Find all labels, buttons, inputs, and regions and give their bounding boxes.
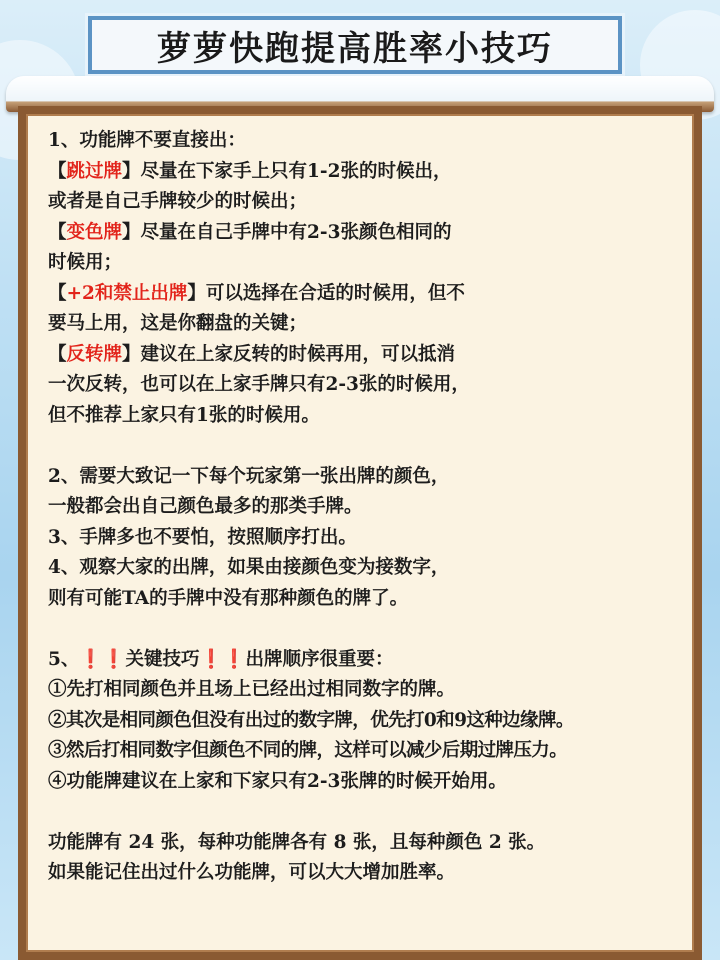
tip-text-cont: 要马上用，这是你翻盘的关键； bbox=[48, 313, 308, 334]
section2-line: 2、需要大致记一下每个玩家第一张出牌的颜色， bbox=[48, 465, 450, 487]
section4-line: 4、观察大家的出牌，如果由接颜色变为接数字， bbox=[48, 557, 450, 578]
footer-line: 如果能记住出过什么功能牌，可以大大增加胜率。 bbox=[48, 862, 456, 883]
section4-line: 则有可能TA的手牌中没有那种颜色的牌了。 bbox=[48, 587, 409, 609]
skip-card-tip bbox=[48, 157, 688, 188]
bracket-close: 】 bbox=[187, 282, 206, 304]
bracket-open: 【 bbox=[48, 221, 67, 243]
section5-heading bbox=[48, 645, 688, 676]
bracket-open: 【 bbox=[48, 160, 67, 182]
reverse-card-label: 反转牌 bbox=[66, 343, 123, 365]
section5-prefix: 5、 bbox=[48, 648, 80, 670]
key-tip-item: ③然后打相同数字但颜色不同的牌，这样可以减少后期过牌压力。 bbox=[48, 740, 568, 761]
bracket-open: 【 bbox=[48, 343, 67, 365]
bracket-open: 【 bbox=[48, 282, 67, 304]
bracket-close: 】 bbox=[122, 160, 141, 182]
tip-text-cont: 一次反转，也可以在上家手牌只有2-3张的时候用， bbox=[48, 374, 470, 395]
tip-text-cont: 或者是自己手牌较少的时候出； bbox=[48, 191, 308, 212]
key-tip-item: ④功能牌建议在上家和下家只有2-3张牌的时候开始用。 bbox=[48, 770, 507, 792]
spacer bbox=[48, 431, 688, 462]
bracket-close: 】 bbox=[122, 221, 141, 243]
tip-text-cont: 但不推荐上家只有1张的时候用。 bbox=[48, 404, 320, 426]
tip-text: 尽量在自己手牌中有2-3张颜色相同的 bbox=[140, 221, 452, 243]
exclamation-icon: ❗❗ bbox=[79, 648, 126, 670]
section1-heading: 1、功能牌不要直接出： bbox=[48, 130, 246, 151]
reverse-card-tip bbox=[48, 340, 688, 371]
spacer bbox=[48, 614, 688, 645]
section5-title: 关键技巧 bbox=[125, 648, 200, 670]
skip-card-label: 跳过牌 bbox=[66, 160, 123, 182]
draw2-skip-tip bbox=[48, 279, 688, 310]
bracket-close: 】 bbox=[122, 343, 141, 365]
page-title: 萝萝快跑提高胜率小技巧 bbox=[157, 28, 553, 69]
draw2-skip-label: +2和禁止出牌 bbox=[66, 282, 188, 304]
footer-line: 功能牌有 24 张，每种功能牌各有 8 张，且每种颜色 2 张。 bbox=[48, 831, 546, 853]
tip-text: 尽量在下家手上只有1-2张的时候出， bbox=[140, 160, 452, 182]
key-tip-item: ②其次是相同颜色但没有出过的数字牌，优先打0和9这种边缘牌。 bbox=[48, 709, 574, 731]
section5-suffix: 出牌顺序很重要： bbox=[245, 648, 394, 670]
section3-line: 3、手牌多也不要怕，按照顺序打出。 bbox=[48, 526, 357, 548]
tip-text-cont: 时候用； bbox=[48, 252, 123, 273]
wild-card-tip bbox=[48, 218, 688, 249]
section2-line: 一般都会出自己颜色最多的那类手牌。 bbox=[48, 496, 363, 517]
wild-card-label: 变色牌 bbox=[66, 221, 123, 243]
title-banner bbox=[88, 16, 622, 74]
tip-text: 建议在上家反转的时候再用，可以抵消 bbox=[140, 343, 456, 365]
key-tip-item: ①先打相同颜色并且场上已经出过相同数字的牌。 bbox=[48, 679, 456, 700]
tip-text: 可以选择在合适的时候用，但不 bbox=[205, 282, 465, 304]
tips-content bbox=[48, 126, 688, 889]
exclamation-icon: ❗❗ bbox=[199, 648, 246, 670]
spacer bbox=[48, 797, 688, 828]
